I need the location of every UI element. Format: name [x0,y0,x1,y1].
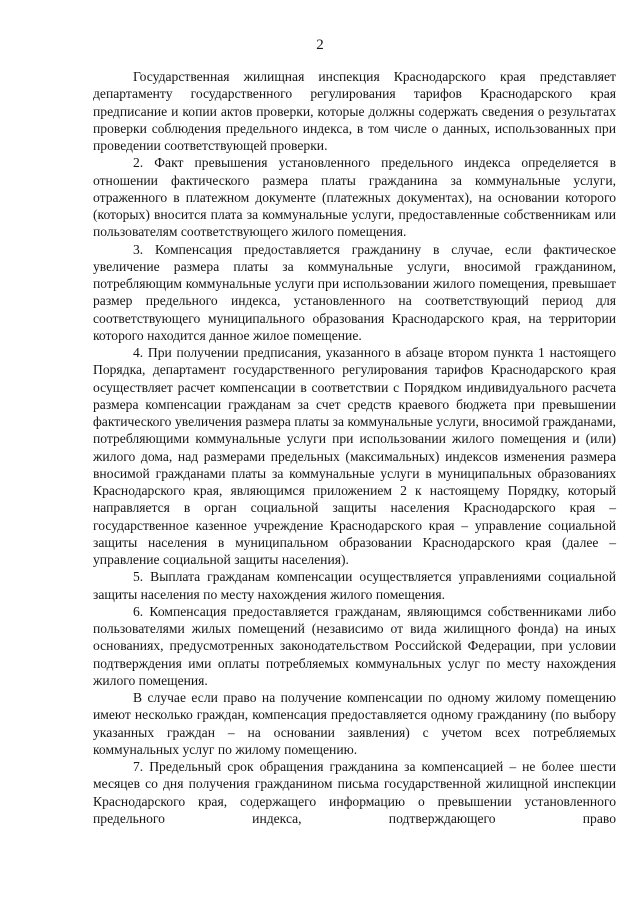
paragraph-item-5: 5. Выплата гражданам компенсации осуществляется управлениями социальной защиты населения по месту нахождения жилого помещения. [93,569,616,602]
document-body [93,68,616,827]
paragraph-item-7: 7. Предельный срок обращения гражданина за компенсацией – не более шести месяцев со дня получения гражданином письма государственной жилищной инспекции Краснодарского края, содержащего информацию о превышении установленного предельного индекса, подтверждающего право [93,759,616,826]
paragraph-intro: Государственная жилищная инспекция Краснодарского края представляет департаменту государственного регулирования тарифов Краснодарского края предписание и копии актов проверки, которые должны содержать сведения о результатах проверки соблюдения предельного индекса, в том числе о данных, использованных при проведении соответствующей проверки. [93,69,616,153]
paragraph-item-2: 2. Факт превышения установленного предельного индекса определяется в отношении фактического размера платы гражданина за коммунальные услуги, отраженного в платежном документе (платежных документах), на основании которого (которых) вносится плата за коммунальные услуги, предоставленные собственникам или пользователям соответствующего жилого помещения. [93,155,616,240]
paragraph-item-6-continued: В случае если право на получение компенсации по одному жилому помещению имеют несколько граждан, компенсация предоставляется одному гражданину (по выбору указанных граждан – на основании заявления) с учетом всех потребляемых коммунальных услуг по жилому помещению. [93,690,616,757]
page-number: 2 [316,37,324,53]
paragraph-item-3: 3. Компенсация предоставляется гражданину в случае, если фактическое увеличение размера платы за коммунальные услуги, вносимой гражданином, потребляющим коммунальные услуги при использовании жилого помещения, превышает размер предельного индекса, установленного на соответствующий период для соответствующего муниципального образования Краснодарского края, на территории которого находится данное жилое помещение. [93,241,616,343]
paragraph-item-4: 4. При получении предписания, указанного в абзаце втором пункта 1 настоящего Порядка, департамент государственного регулирования тарифов Краснодарского края осуществляет расчет компенсации в соответствии с Порядком индивидуального расчета размера компенсации гражданам за счет средств краевого бюджета при превышении фактического увеличения размера платы за коммунальные услуги, вносимой гражданами, потребляющими коммунальные услуги при использовании жилого помещения и (или) жилого дома, над размерами предельных (максимальных) индексов изменения размера вносимой гражданами платы за коммунальные услуги в муниципальных образованиях Краснодарского края, являющимся приложением 2 к настоящему Порядку, который направляется в орган социальной защиты населения Краснодарского края – государственное казенное учреждение Краснодарского края – управление социальной защиты населения в муниципальном образовании Краснодарского края (далее – управление социальной защиты населения). [93,345,616,567]
paragraph-item-6: 6. Компенсация предоставляется гражданам, являющимся собственниками либо пользователями жилых помещений (независимо от вида жилищного фонда) на иных основаниях, предусмотренных законодательством Российской Федерации, при условии подтверждения ими оплаты потребляемых коммунальных услуг по месту нахождения жилого помещения. [93,603,616,688]
